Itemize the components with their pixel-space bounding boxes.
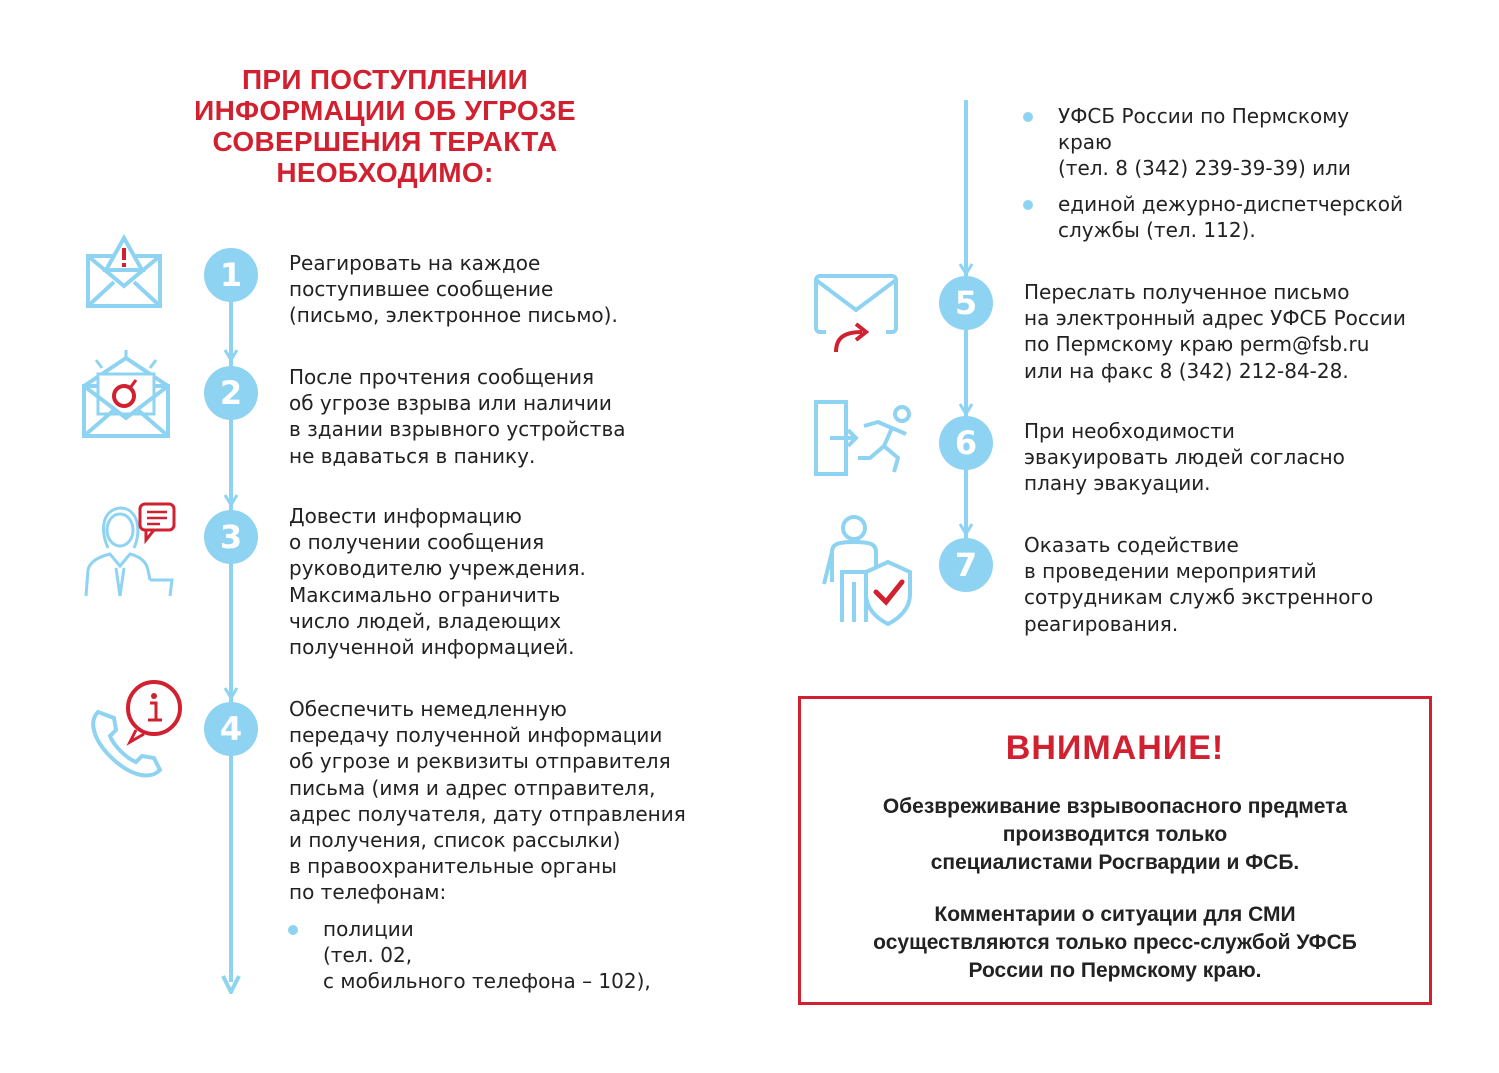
- timeline-arrow-step5: [958, 258, 974, 278]
- title-line: ИНФОРМАЦИИ ОБ УГРОЗЕ: [194, 95, 576, 126]
- contact-police: полиции (тел. 02, с мобильного телефона – 102),: [323, 917, 651, 994]
- timeline-arrow-step3: [223, 489, 239, 509]
- warning-box: [798, 696, 1432, 1005]
- title-line: ПРИ ПОСТУПЛЕНИИ: [241, 64, 529, 95]
- bullet-dot: [1023, 200, 1033, 210]
- step-text-3: Довести информацию о получении сообщения руководителю учреждения. Максимально ограничить число людей, владеющих полученной информацией.: [289, 504, 586, 660]
- mail-warning-icon: [84, 234, 164, 310]
- bullet-dot: [288, 925, 298, 935]
- timeline-arrow-step7: [958, 518, 974, 538]
- warning-paragraph-1: Обезвреживание взрывоопасного предмета производится только специалистами Росгвардии и ФСБ.: [882, 795, 1348, 874]
- timeline-arrow-left: [221, 972, 241, 994]
- warning-title: ВНИМАНИЕ!: [1005, 729, 1225, 767]
- title-line: НЕОБХОДИМО:: [276, 157, 494, 188]
- mail-bomb-icon: [78, 346, 174, 442]
- step-text-5: Переслать полученное письмо на электронный адрес УФСБ России по Пермскому краю perm@fsb.ru или на факс 8 (342) 212-84-28.: [1024, 280, 1406, 383]
- warning-paragraph-2: Комментарии о ситуации для СМИ осуществляются только пресс-службой УФСБ России по Пермскому краю.: [873, 903, 1357, 982]
- mail-forward-icon: [812, 272, 902, 358]
- step-text-2: После прочтения сообщения об угрозе взрыва или наличии в здании взрывного устройства не вдаваться в панику.: [289, 365, 626, 468]
- phone-info-icon: [84, 676, 184, 780]
- timeline-arrow-step4: [223, 682, 239, 702]
- step-number-1: 1: [204, 248, 258, 302]
- title-line: СОВЕРШЕНИЯ ТЕРАКТА: [212, 126, 558, 157]
- step-number-4: 4: [204, 702, 258, 756]
- timeline-arrow-step2: [223, 344, 239, 364]
- timeline-arrow-step6: [958, 398, 974, 418]
- contact-dispatch: единой дежурно-диспетчерской службы (тел. 112).: [1058, 192, 1403, 243]
- step-text-7: Оказать содействие в проведении мероприятий сотрудникам служб экстренного реагирования.: [1024, 533, 1374, 636]
- contact-fsb: УФСБ России по Пермскому краю (тел. 8 (342) 239-39-39) или: [1058, 104, 1351, 181]
- step-text-4: Обеспечить немедленную передачу полученной информации об угрозе и реквизиты отправителя письма (имя и адрес отправителя, адрес получателя, дату отправления и получения, список рассылки) в правоохранительные органы по телефонам:: [289, 697, 686, 905]
- page-title: [150, 64, 620, 188]
- step-number-6: 6: [939, 416, 993, 470]
- step-number-5: 5: [939, 276, 993, 330]
- officer-shield-icon: [818, 512, 914, 628]
- person-message-icon: [80, 500, 180, 600]
- bullet-dot: [1023, 112, 1033, 122]
- step-number-2: 2: [204, 366, 258, 420]
- step-text-6: При необходимости эвакуировать людей согласно плану эвакуации.: [1024, 419, 1345, 496]
- step-number-3: 3: [204, 510, 258, 564]
- step-number-7: 7: [939, 538, 993, 592]
- step-text-1: Реагировать на каждое поступившее сообщение (письмо, электронное письмо).: [289, 251, 618, 328]
- evacuation-icon: [812, 398, 916, 478]
